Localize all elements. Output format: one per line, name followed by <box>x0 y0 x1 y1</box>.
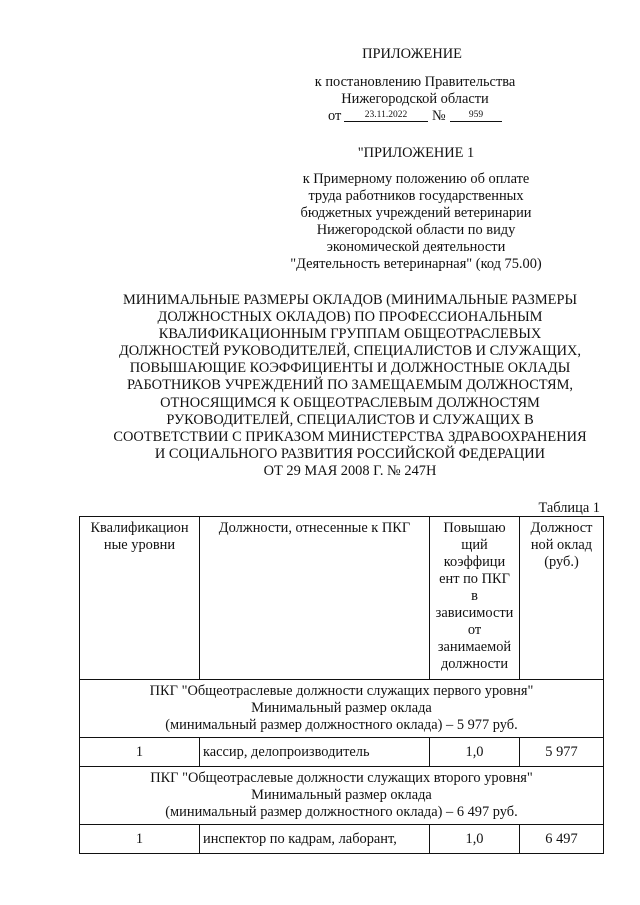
title-line: РУКОВОДИТЕЛЕЙ, СПЕЦИАЛИСТОВ И СЛУЖАЩИХ В <box>166 411 534 428</box>
group-line: Минимальный размер оклада <box>251 700 432 716</box>
group-title <box>80 680 604 738</box>
title-line: ОТ 29 МАЯ 2008 Г. № 247Н <box>263 462 437 479</box>
cell-level: 1 <box>80 738 200 767</box>
cell-coefficient: 1,0 <box>430 825 520 854</box>
cell-salary: 5 977 <box>520 738 604 767</box>
header-line: занимаемой <box>437 639 512 655</box>
appendix-heading: ПРИЛОЖЕНИЕ <box>362 46 462 62</box>
title-line: КВАЛИФИКАЦИОННЫМ ГРУППАМ ОБЩЕОТРАСЛЕВЫХ <box>158 326 542 343</box>
regulation-line: труда работников государственных <box>308 188 524 204</box>
resolution-date-number <box>328 108 528 126</box>
title-line: МИНИМАЛЬНЫЕ РАЗМЕРЫ ОКЛАДОВ (МИНИМАЛЬНЫЕ РАЗМЕРЫ <box>122 292 578 308</box>
table-number-label: Таблица 1 <box>538 500 600 516</box>
group-line: ПКГ "Общеотраслевые должности служащих первого уровня" <box>149 683 534 699</box>
cell-level: 1 <box>80 825 200 854</box>
header-qualification-levels <box>80 517 200 680</box>
date-prefix: от <box>328 108 342 124</box>
title-line: СООТВЕТСТВИИ С ПРИКАЗОМ МИНИСТЕРСТВА ЗДРАВООХРАНЕНИЯ <box>113 428 587 445</box>
resolution-reference <box>300 74 530 108</box>
regulation-line: бюджетных учреждений ветеринарии <box>300 205 532 221</box>
header-line: ные уровни <box>103 537 176 553</box>
cell-positions: инспектор по кадрам, лаборант, <box>200 825 430 854</box>
header-line: в <box>471 588 478 604</box>
regulation-line: "Деятельность ветеринарная" (код 75.00) <box>290 256 542 272</box>
resolution-date: 23.11.2022 <box>344 109 428 122</box>
group-line: Минимальный размер оклада <box>251 787 432 803</box>
header-line: (руб.) <box>544 554 579 570</box>
title-line: И СОЦИАЛЬНОГО РАЗВИТИЯ РОССИЙСКОЙ ФЕДЕРАЦИИ <box>154 445 546 462</box>
header-line: зависимости <box>435 605 514 621</box>
header-line: от <box>467 622 482 638</box>
group-line: (минимальный размер должностного оклада) – 5 977 руб. <box>165 717 518 733</box>
regulation-line: к Примерному положению об оплате <box>302 171 530 187</box>
title-line: РАБОТНИКОВ УЧРЕЖДЕНИЙ ПО ЗАМЕЩАЕМЫМ ДОЛЖНОСТЯМ, <box>126 377 574 394</box>
header-line: щий <box>461 537 488 553</box>
resolution-number: 959 <box>450 109 502 122</box>
header-coefficient <box>430 517 520 680</box>
table-header-row <box>80 517 604 680</box>
header-line: Повышаю <box>443 520 506 536</box>
header-line: коэффици <box>443 554 506 570</box>
group-line: ПКГ "Общеотраслевые должности служащих второго уровня" <box>150 770 533 786</box>
title-line: ПОВЫШАЮЩИЕ КОЭФФИЦИЕНТЫ И ДОЛЖНОСТНЫЕ ОКЛАДЫ <box>129 360 571 377</box>
appendix1-heading: "ПРИЛОЖЕНИЕ 1 <box>357 145 475 161</box>
group-line: (минимальный размер должностного оклада) – 6 497 руб. <box>165 804 518 820</box>
title-line: ДОЛЖНОСТЕЙ РУКОВОДИТЕЛЕЙ, СПЕЦИАЛИСТОВ И СЛУЖАЩИХ, <box>118 343 582 360</box>
header-line: Квалификацион <box>90 520 189 536</box>
group-header-row <box>80 680 604 738</box>
group-header-row <box>80 767 604 825</box>
table-row <box>80 738 604 767</box>
header-positions <box>200 517 430 680</box>
regulation-reference <box>276 171 556 273</box>
header-salary <box>520 517 604 680</box>
header-line: ной оклад <box>530 537 593 553</box>
document-title <box>86 292 614 480</box>
regulation-line: Нижегородской области по виду <box>316 222 516 238</box>
salary-table <box>79 516 604 854</box>
header-line: должности <box>440 656 509 672</box>
header-line: Должност <box>530 520 593 536</box>
group-title <box>80 767 604 825</box>
title-line: ДОЛЖНОСТНЫХ ОКЛАДОВ) ПО ПРОФЕССИОНАЛЬНЫМ <box>157 309 543 326</box>
table-row <box>80 825 604 854</box>
header-line: Должности, отнесенные к ПКГ <box>218 520 411 536</box>
cell-salary: 6 497 <box>520 825 604 854</box>
regulation-line: экономической деятельности <box>326 239 506 255</box>
resolution-line: Нижегородской области <box>341 91 489 107</box>
resolution-line: к постановлению Правительства <box>314 74 516 90</box>
cell-coefficient: 1,0 <box>430 738 520 767</box>
title-line: ОТНОСЯЩИМСЯ К ОБЩЕОТРАСЛЕВЫМ ДОЛЖНОСТЯМ <box>160 394 540 411</box>
cell-positions: кассир, делопроизводитель <box>200 738 430 767</box>
header-line: ент по ПКГ <box>439 571 510 587</box>
number-sign: № <box>432 108 446 124</box>
